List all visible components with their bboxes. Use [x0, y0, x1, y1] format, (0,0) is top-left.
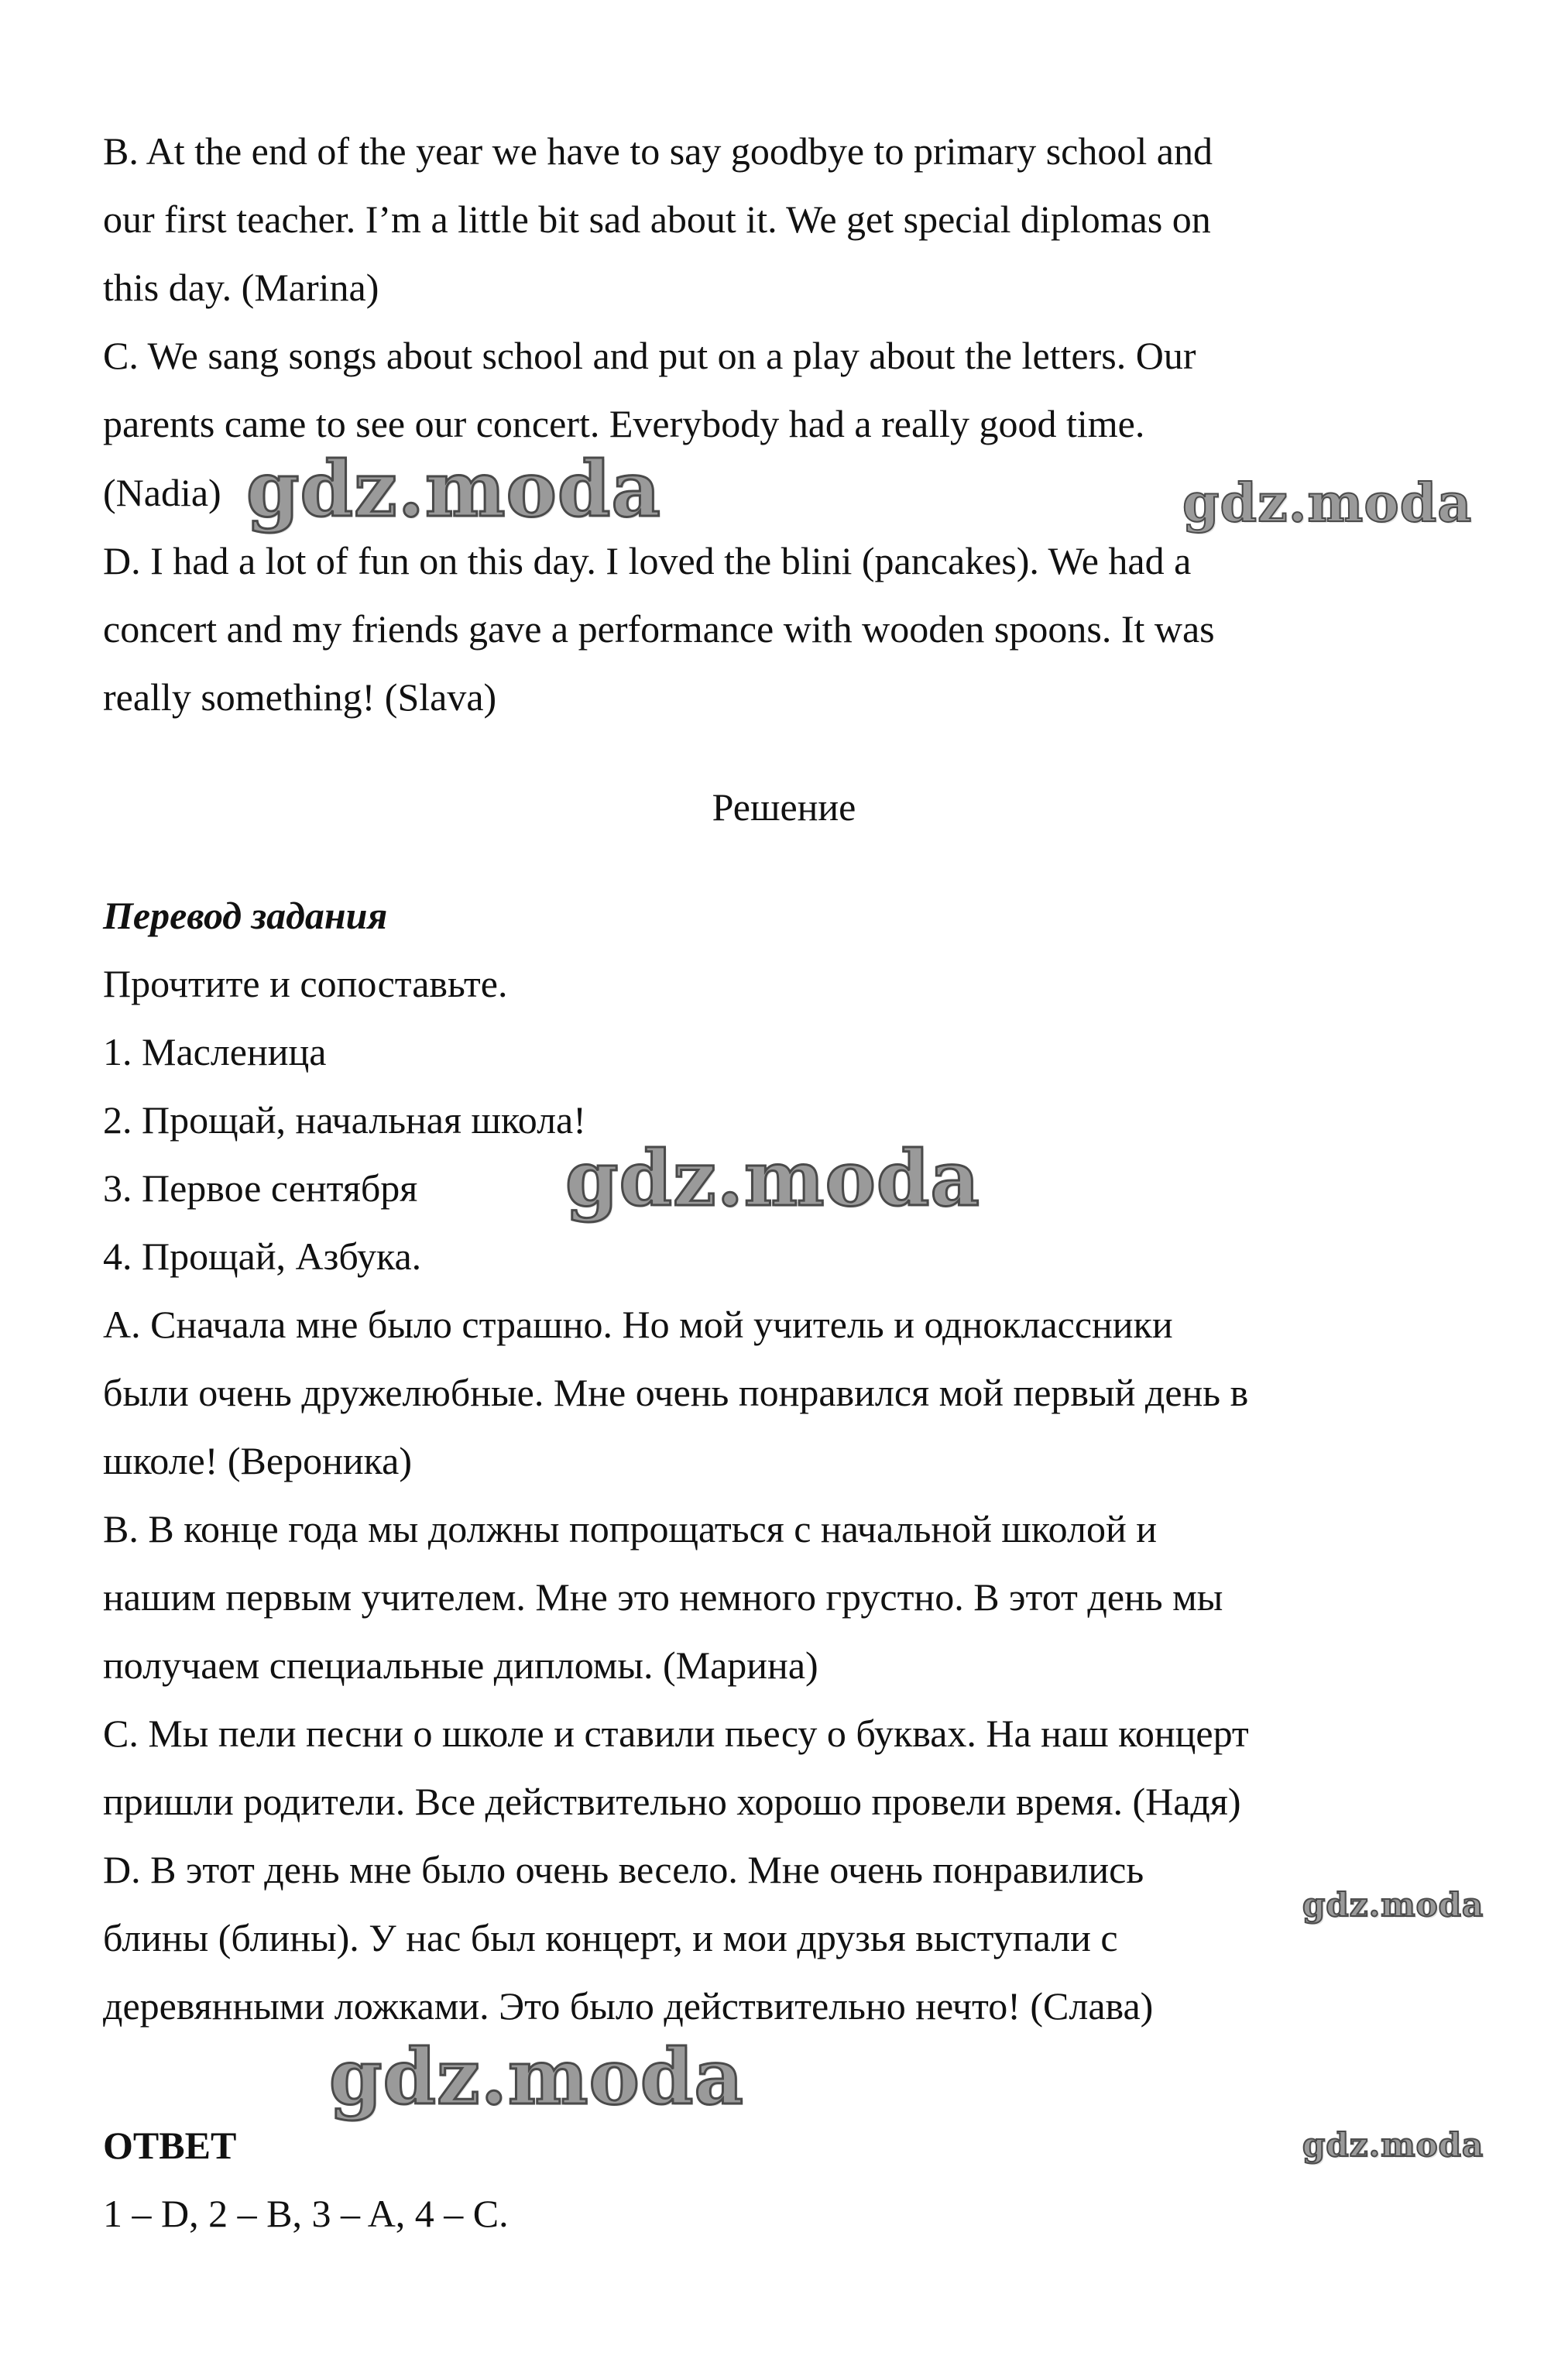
- translation-heading: Перевод задания: [103, 894, 388, 937]
- english-b-line-2: our first teacher. I’m a little bit sad about it. We get special diplomas on: [103, 197, 1211, 241]
- english-d-line-2: concert and my friends gave a performance with wooden spoons. It was: [103, 607, 1215, 651]
- watermark-logo: gdz.moda: [329, 2033, 744, 2122]
- translation-item-1: 1. Масленица: [103, 1030, 327, 1073]
- english-b-line-1: B. At the end of the year we have to say goodbye to primary school and: [103, 129, 1213, 173]
- translation-d-line-3: деревянными ложками. Это было действительно нечто! (Слава): [103, 1984, 1154, 2028]
- translation-a-line-3: школе! (Вероника): [103, 1439, 412, 1482]
- translation-item-4: 4. Прощай, Азбука.: [103, 1235, 422, 1278]
- translation-d-line-1: D. В этот день мне было очень весело. Мне очень понравились: [103, 1848, 1144, 1891]
- solution-heading: Решение: [712, 785, 856, 829]
- english-b-line-3: this day. (Marina): [103, 266, 379, 309]
- watermark-logo: gdz.moda: [1302, 1886, 1484, 1924]
- translation-c-line-1: C. Мы пели песни о школе и ставили пьесу о буквах. На наш концерт: [103, 1712, 1249, 1755]
- answer-heading: ОТВЕТ: [103, 2124, 237, 2167]
- english-d-line-3: really something! (Slava): [103, 675, 497, 719]
- watermark-logo: gdz.moda: [1182, 472, 1473, 534]
- translation-b-line-1: B. В конце года мы должны попрощаться с начальной школой и: [103, 1507, 1157, 1551]
- translation-a-line-1: A. Сначала мне было страшно. Но мой учитель и одноклассники: [103, 1303, 1173, 1346]
- watermark-logo: gdz.moda: [246, 445, 661, 534]
- watermark-logo: gdz.moda: [565, 1135, 980, 1224]
- translation-b-line-3: получаем специальные дипломы. (Марина): [103, 1643, 818, 1687]
- translation-d-line-2: блины (блины). У нас был концерт, и мои друзья выступали с: [103, 1916, 1118, 1959]
- translation-b-line-2: нашим первым учителем. Мне это немного грустно. В этот день мы: [103, 1575, 1223, 1619]
- translation-c-line-2: пришли родители. Все действительно хорошо провели время. (Надя): [103, 1780, 1241, 1823]
- answer-text: 1 – D, 2 – B, 3 – A, 4 – C.: [103, 2192, 509, 2235]
- english-d-line-1: D. I had a lot of fun on this day. I loved the blini (pancakes). We had a: [103, 539, 1192, 582]
- translation-instruction: Прочтите и сопоставьте.: [103, 962, 508, 1005]
- english-c-line-2: parents came to see our concert. Everybody had a really good time.: [103, 402, 1145, 445]
- translation-a-line-2: были очень дружелюбные. Мне очень понравился мой первый день в: [103, 1371, 1249, 1414]
- translation-item-2: 2. Прощай, начальная школа!: [103, 1098, 586, 1142]
- english-c-line-3: (Nadia): [103, 471, 221, 514]
- translation-item-3: 3. Первое сентября: [103, 1166, 418, 1210]
- watermark-logo: gdz.moda: [1302, 2126, 1484, 2164]
- english-c-line-1: C. We sang songs about school and put on a play about the letters. Our: [103, 334, 1196, 377]
